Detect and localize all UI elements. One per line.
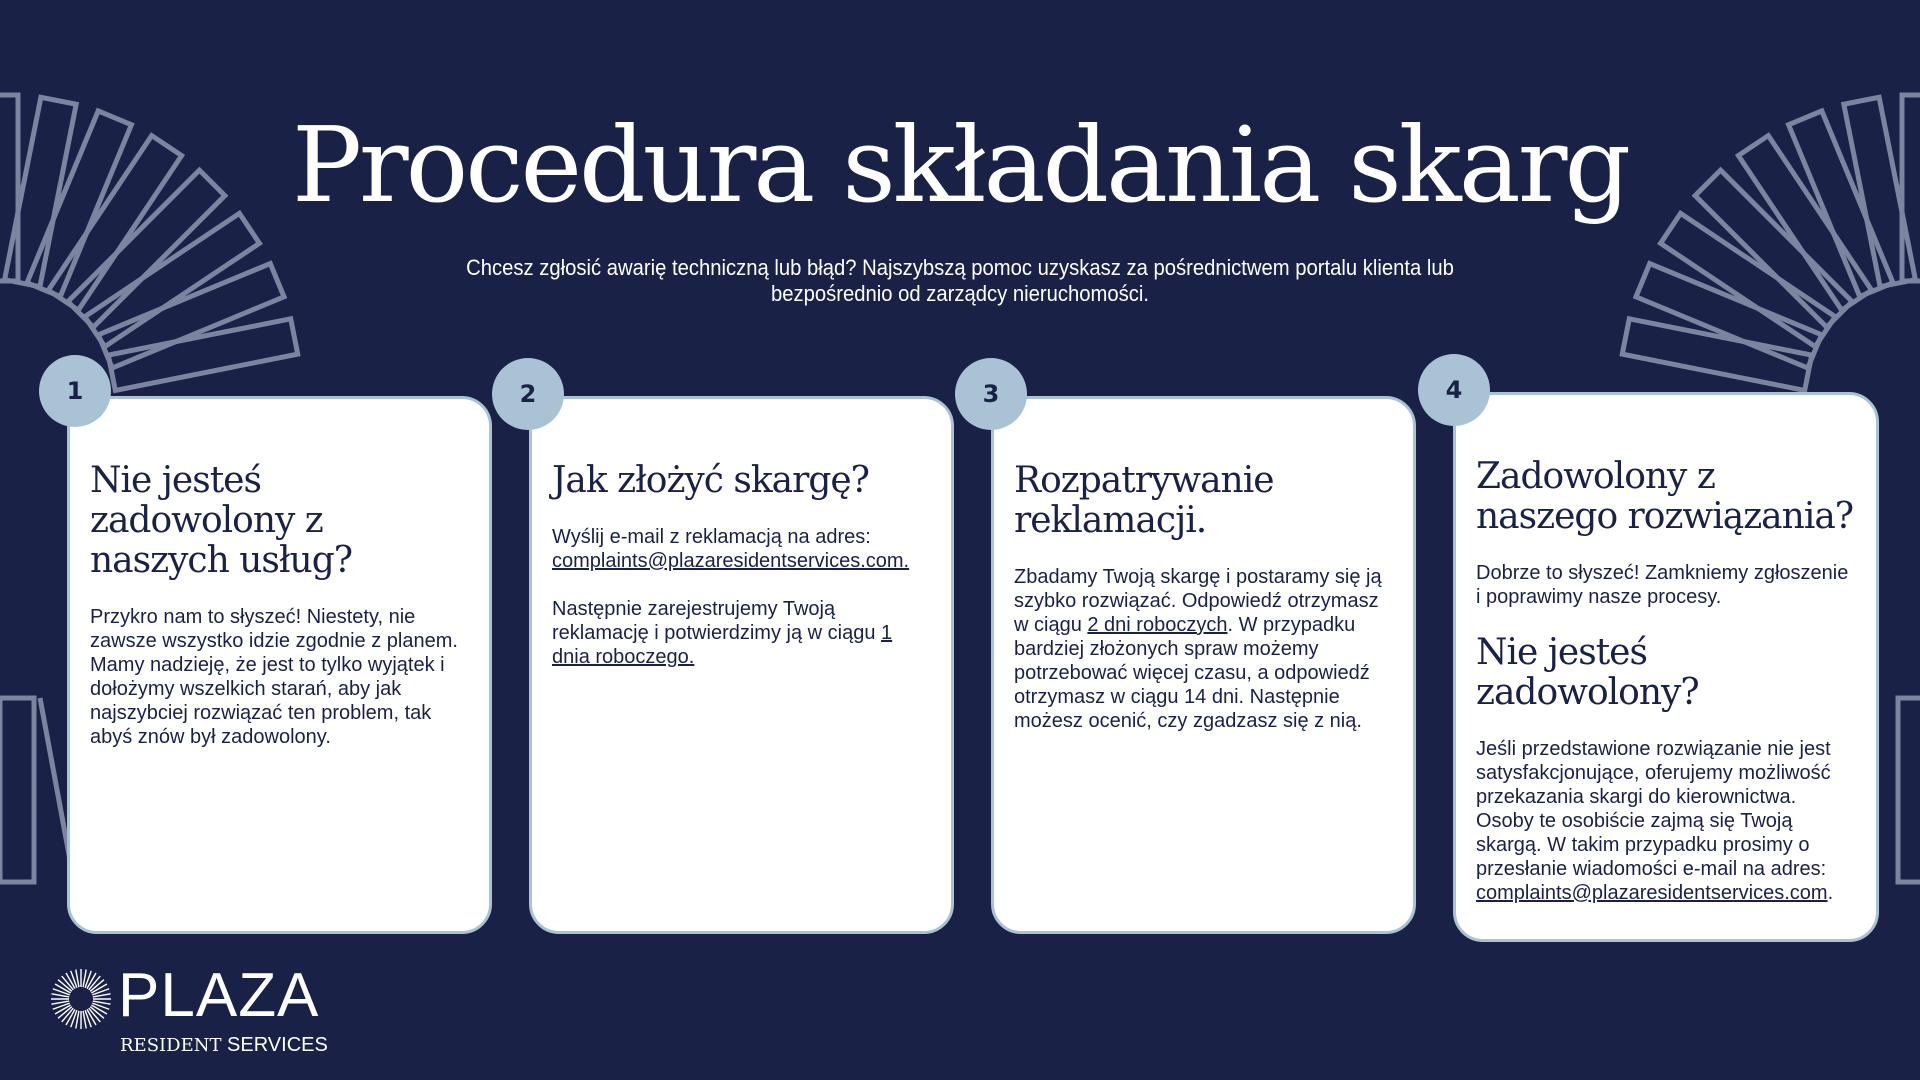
- card-heading-secondary: Nie jesteś zadowolony?: [1476, 632, 1699, 713]
- step-card-3: [991, 396, 1416, 934]
- response-time-text: 1 dnia roboczego.: [552, 622, 893, 668]
- page-title: Procedura składania skarg: [291, 104, 1629, 226]
- plaza-logo: [50, 961, 328, 1062]
- response-time-text: 2 dni roboczych: [1087, 614, 1228, 636]
- step-badge-3: 3: [955, 358, 1027, 430]
- step-card-4: [1453, 392, 1879, 942]
- complaints-email-link[interactable]: complaints@plazaresidentservices.com: [1476, 882, 1828, 904]
- logo-wordmark: PLAZA: [118, 961, 320, 1030]
- page-subtitle: Chcesz zgłosić awarię techniczną lub błąd? Najszybszą pomoc uzyskasz za pośrednictwem portalu klienta lub bezpośrednio od zarządcy nieruchomości.: [466, 255, 1454, 306]
- card-text: Przykro nam to słyszeć! Niestety, nie zawsze wszystko idzie zgodnie z planem. Mamy nadzieję, że jest to tylko wyjątek i dołożymy wszelkich starań, aby jak najszybciej rozwiązać ten problem, tak abyś znów był zadowolony.: [90, 606, 458, 748]
- card-text-intro: Wyślij e-mail z reklamacją na adres:: [552, 526, 871, 548]
- step-badge-4: 4: [1418, 354, 1490, 426]
- logo-tagline: [120, 1034, 328, 1057]
- card-heading: Jak złożyć skargę?: [552, 460, 869, 501]
- complaints-email-link[interactable]: complaints@plazaresidentservices.com.: [552, 550, 910, 572]
- card-text-body: Następnie zarejestrujemy Twoją reklamację i potwierdzimy ją w ciągu: [552, 598, 876, 644]
- step-badge-1: 1: [39, 355, 111, 427]
- step-card-2: [529, 396, 954, 934]
- card-text-body: Jeśli przedstawione rozwiązanie nie jest satysfakcjonujące, oferujemy możliwość przekazania skargi do kierownictwa. Osoby te osobiście zajmą się Twoją skargą. W takim przypadku prosimy o przesłanie wiadomości e-mail na adres:: [1476, 738, 1831, 880]
- card-text-body: . W przypadku bardziej złożonych spraw możemy potrzebować więcej czasu, a odpowiedź otrzymasz w ciągu 14 dni. Następnie możesz ocenić, czy zgadzasz się z nią.: [1014, 614, 1370, 732]
- sunburst-icon: [50, 968, 112, 1030]
- card-text: [552, 597, 931, 669]
- card-text-end: .: [1827, 882, 1834, 904]
- card-heading: Rozpatrywanie reklamacji.: [1014, 460, 1274, 541]
- card-text: Dobrze to słyszeć! Zamkniemy zgłoszenie i poprawimy nasze procesy.: [1476, 562, 1849, 608]
- step-card-1: [67, 396, 492, 934]
- logo-tagline-left: RESIDENT: [120, 1035, 222, 1056]
- logo-tagline-right: SERVICES: [227, 1034, 328, 1056]
- card-heading: Zadowolony z naszego rozwiązania?: [1476, 456, 1854, 537]
- step-badge-2: 2: [492, 358, 564, 430]
- card-text: [1014, 565, 1393, 733]
- card-heading: Nie jesteś zadowolony z naszych usług?: [90, 460, 353, 581]
- card-text: [552, 525, 931, 573]
- card-text: [1476, 737, 1856, 905]
- card-text-body: Zbadamy Twoją skargę i postaramy się ją szybko rozwiązać. Odpowiedź otrzymasz w ciągu: [1014, 566, 1382, 636]
